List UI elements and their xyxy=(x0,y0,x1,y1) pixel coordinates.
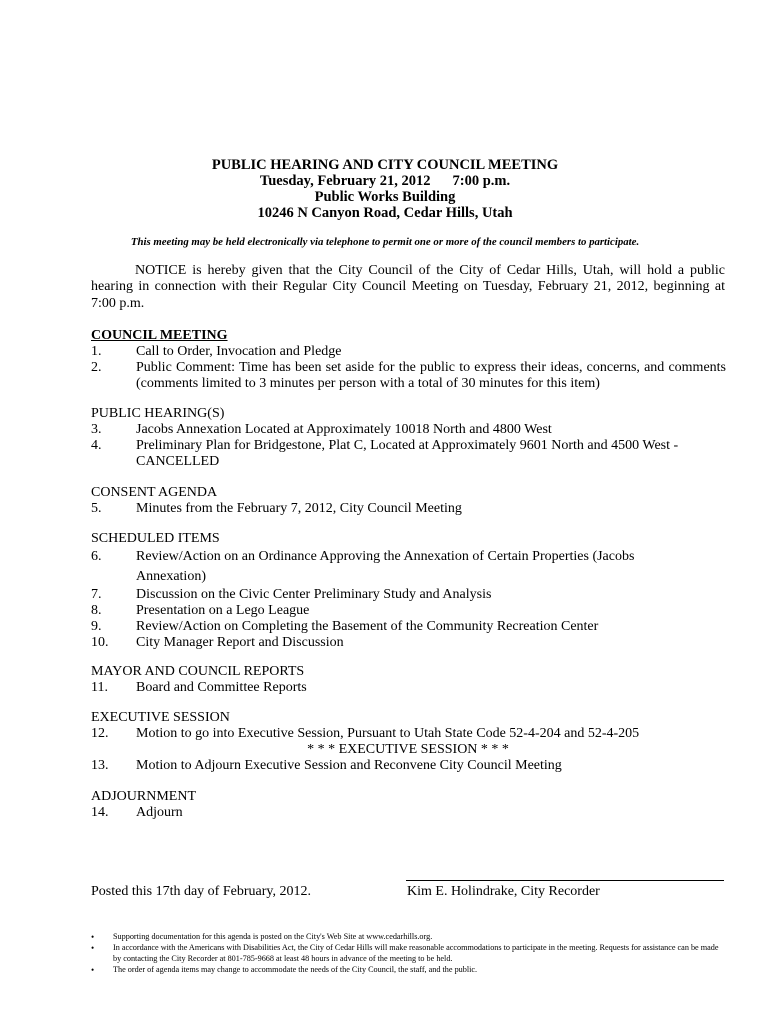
item-text: Board and Committee Reports xyxy=(136,680,307,695)
signature-line xyxy=(406,880,724,881)
footnote-text: Supporting documentation for this agenda is posted on the City's Web Site at www.cedarhills.org. xyxy=(113,932,433,941)
item-number: 6. xyxy=(91,549,102,564)
item-text: Call to Order, Invocation and Pledge xyxy=(136,344,342,359)
item-number: 7. xyxy=(91,587,102,602)
item-text: Public Comment: Time has been set aside for the public to express their ideas, concerns, and comments (comments limited to 3 minutes per person with a total of 30 minutes for this item) xyxy=(136,360,726,391)
section-adjournment xyxy=(91,789,731,821)
section-title: PUBLIC HEARING(S) xyxy=(91,406,225,421)
section-executive-session xyxy=(91,710,731,774)
agenda-item xyxy=(91,635,731,651)
notice-paragraph xyxy=(91,263,725,312)
posted-date: Posted this 17th day of February, 2012. xyxy=(91,884,311,899)
item-text: Minutes from the February 7, 2012, City Council Meeting xyxy=(136,501,462,516)
bullet-icon: • xyxy=(91,943,95,954)
item-number: 3. xyxy=(91,422,102,437)
footnote-item xyxy=(91,965,731,975)
section-title: EXECUTIVE SESSION xyxy=(91,710,230,725)
electronic-meeting-note: This meeting may be held electronically via telephone to permit one or more of the council members to participate. xyxy=(130,236,640,248)
bullet-icon: • xyxy=(91,964,95,975)
section-title: CONSENT AGENDA xyxy=(91,485,218,500)
section-scheduled-items xyxy=(91,531,731,651)
item-number: 11. xyxy=(91,680,108,695)
section-title: SCHEDULED ITEMS xyxy=(91,531,220,546)
notice-text: NOTICE is hereby given that the City Council of the City of Cedar Hills, Utah, will hold a public hearing in connection with their Regular City Council Meeting on Tuesday, February 21, 2012, beginning at 7:00 p.m. xyxy=(91,263,725,311)
agenda-item xyxy=(91,805,731,821)
agenda-item xyxy=(91,360,731,392)
item-text: Preliminary Plan for Bridgestone, Plat C, Located at Approximately 9601 North and 4500 West - CANCELLED xyxy=(136,438,679,469)
item-text: Motion to Adjourn Executive Session and Reconvene City Council Meeting xyxy=(136,758,562,773)
footnotes xyxy=(91,932,731,976)
item-number: 12. xyxy=(91,726,109,741)
item-number: 13. xyxy=(91,758,109,773)
meeting-address: 10246 N Canyon Road, Cedar Hills, Utah xyxy=(257,205,513,221)
executive-session-banner: * * * EXECUTIVE SESSION * * * xyxy=(307,742,509,757)
agenda-item xyxy=(91,344,731,360)
item-text: City Manager Report and Discussion xyxy=(136,635,344,650)
item-number: 2. xyxy=(91,360,102,375)
agenda-item xyxy=(91,680,731,696)
section-title: ADJOURNMENT xyxy=(91,789,196,804)
bullet-icon: • xyxy=(91,932,95,942)
item-number: 10. xyxy=(91,635,109,650)
item-number: 4. xyxy=(91,438,102,453)
section-title: COUNCIL MEETING xyxy=(91,328,228,343)
section-mayor-council-reports xyxy=(91,664,731,696)
footnote-item xyxy=(91,943,731,964)
item-text: Review/Action on an Ordinance Approving the Annexation of Certain Properties (Jacobs Annexation) xyxy=(136,549,635,584)
section-consent-agenda xyxy=(91,485,731,517)
item-text: Jacobs Annexation Located at Approximately 10018 North and 4800 West xyxy=(136,422,552,437)
city-recorder-name: Kim E. Holindrake, City Recorder xyxy=(407,884,600,899)
item-number: 14. xyxy=(91,805,109,820)
agenda-item xyxy=(91,603,731,619)
agenda-item xyxy=(91,547,731,587)
agenda-item xyxy=(91,619,731,635)
agenda-item xyxy=(91,422,731,438)
item-text: Adjourn xyxy=(136,805,183,820)
agenda-item xyxy=(91,438,731,470)
agenda-item xyxy=(91,501,731,517)
meeting-location: Public Works Building xyxy=(314,189,456,205)
item-text: Review/Action on Completing the Basement of the Community Recreation Center xyxy=(136,619,599,634)
meeting-title: PUBLIC HEARING AND CITY COUNCIL MEETING xyxy=(211,157,559,173)
agenda-item xyxy=(91,726,731,742)
footnote-item xyxy=(91,932,731,942)
section-council-meeting xyxy=(91,328,731,392)
item-number: 5. xyxy=(91,501,102,516)
agenda-item xyxy=(91,587,731,603)
item-number: 8. xyxy=(91,603,102,618)
item-number: 9. xyxy=(91,619,102,634)
agenda-item xyxy=(91,758,731,774)
meeting-datetime xyxy=(0,173,770,189)
section-title: MAYOR AND COUNCIL REPORTS xyxy=(91,664,305,679)
footnote-text: In accordance with the Americans with Disabilities Act, the City of Cedar Hills will make reasonable accommodations to participate in the meeting. Requests for assistance can be made by contacting the City Recorder at 801-785-9668 at least 48 hours in advance of the meeting to be held. xyxy=(113,943,719,963)
item-number: 1. xyxy=(91,344,102,359)
item-text: Presentation on a Lego League xyxy=(136,603,310,618)
item-text: Motion to go into Executive Session, Pursuant to Utah State Code 52-4-204 and 52-4-205 xyxy=(136,726,640,741)
meeting-date: Tuesday, February 21, 2012 xyxy=(259,173,431,189)
item-text: Discussion on the Civic Center Preliminary Study and Analysis xyxy=(136,587,492,602)
section-public-hearings xyxy=(91,406,731,470)
meeting-time: 7:00 p.m. xyxy=(452,173,511,189)
meeting-header xyxy=(0,157,770,221)
footnote-text: The order of agenda items may change to accommodate the needs of the City Council, the staff, and the public. xyxy=(113,964,478,974)
